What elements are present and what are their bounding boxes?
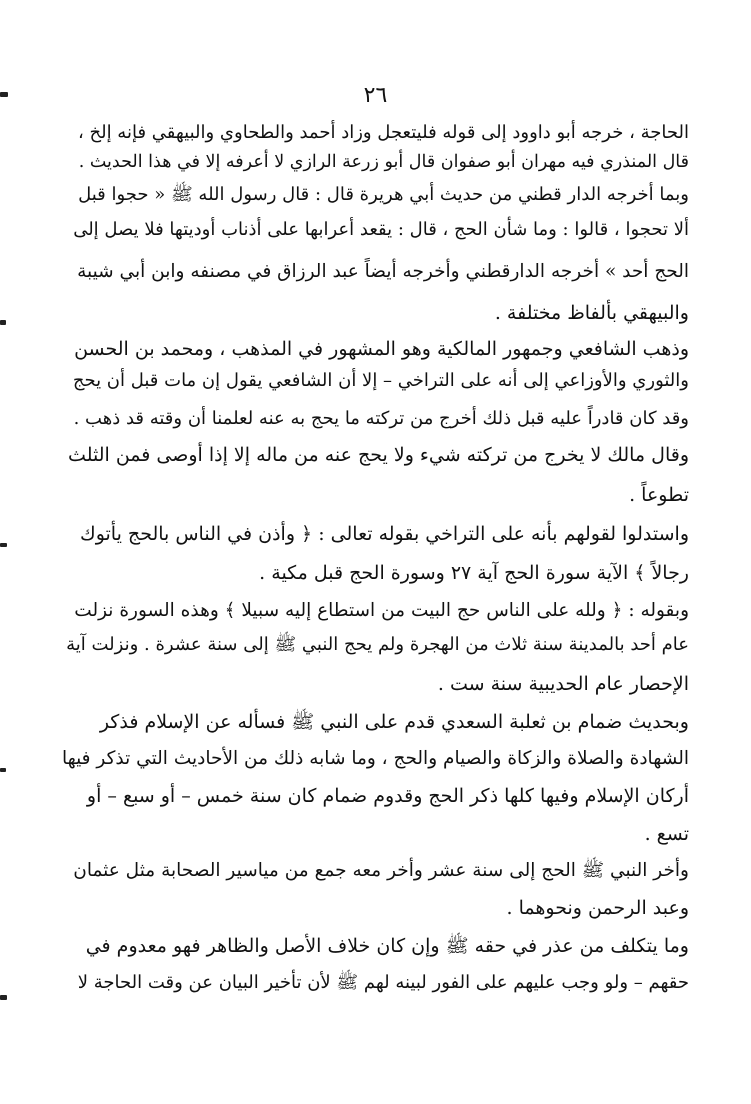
page-number: ٢٦ [363,83,388,108]
text-line-2: قال المنذري فيه مهران أبو صفوان قال أبو زرعة الرازي لا أعرفه إلا في هذا الحديث . [78,152,689,172]
text-line-1: الحاجة ، خرجه أبو داوود إلى قوله فليتعجل وزاد أحمد والطحاوي والبيهقي فإنه إلخ ، [77,122,689,143]
text-line-6: والبيهقي بألفاظ مختلفة . [494,302,689,324]
text-line-24: حقهم – ولو وجب عليهم على الفور لبينه لهم ﷺ لأن تأخير البيان عن وقت الحاجة لا [77,972,689,993]
text-line-16: الإحصار عام الحديبية سنة ست . [437,673,689,695]
text-line-8: والثوري والأوزاعي إلى أنه على التراخي – إلا أن الشافعي يقول إن مات قبل أن يحج [72,370,689,391]
text-line-20: تسع . [644,823,689,845]
scan-edge-mark-bottom [0,995,7,1000]
text-line-22: وعبد الرحمن ونحوهما . [506,897,689,919]
text-line-18: الشهادة والصلاة والزكاة والصيام والحج ، وما شابه ذلك من الأحاديث التي تذكر فيها [61,748,689,769]
text-line-4: ألا تحجوا ، قالوا : وما شأن الحج ، قال : يقعد أعرابها على أذناب أوديتها فلا يصل إلى [73,219,689,240]
text-line-11: تطوعاً . [629,484,689,506]
text-line-15: عام أحد بالمدينة سنة ثلاث من الهجرة ولم يحج النبي ﷺ إلى سنة عشرة . ونزلت آية [66,634,689,655]
text-line-14: وبقوله : ﴿ ولله على الناس حج البيت من استطاع إليه سبيلا ﴾ وهذه السورة نزلت [74,600,689,621]
text-line-13: رجالاً ﴾ الآية سورة الحج آية ٢٧ وسورة الحج قبل مكية . [259,562,689,584]
text-line-10: وقال مالك لا يخرج من تركته شيء ولا يحج عنه من ماله إلا إذا أوصى فمن الثلث [68,444,689,466]
text-line-23: وما يتكلف من عذر في حقه ﷺ وإن كان خلاف الأصل والظاهر فهو معدوم في [85,935,689,957]
scan-edge-mark-lower [0,768,6,772]
text-line-5: الحج أحد » أخرجه الدارقطني وأخرجه أيضاً عبد الرزاق في مصنفه وابن أبي شيبة [77,261,689,282]
text-line-12: واستدلوا لقولهم بأنه على التراخي بقوله تعالى : ﴿ وأذن في الناس بالحج يأتوك [80,523,689,545]
scan-edge-mark-upper [0,320,6,325]
text-line-19: أركان الإسلام وفيها كلها ذكر الحج وقدوم ضمام كان سنة خمس – أو سبع – أو [86,785,689,807]
text-line-9: وقد كان قادراً عليه قبل ذلك أخرج من تركته ما يحج به عنه لعلمنا أن وقته قد ذهب . [73,408,689,429]
scan-edge-mark-middle [0,543,7,547]
text-line-7: وذهب الشافعي وجمهور المالكية وهو المشهور في المذهب ، ومحمد بن الحسن [74,338,689,360]
text-line-3: وبما أخرجه الدار قطني من حديث أبي هريرة قال : قال رسول الله ﷺ « حجوا قبل [78,184,689,205]
text-line-21: وأخر النبي ﷺ الحج إلى سنة عشر وأخر معه جمع من مياسير الصحابة مثل عثمان [73,860,689,881]
text-line-17: وبحديث ضمام بن ثعلبة السعدي قدم على النبي ﷺ فسأله عن الإسلام فذكر [99,711,689,733]
